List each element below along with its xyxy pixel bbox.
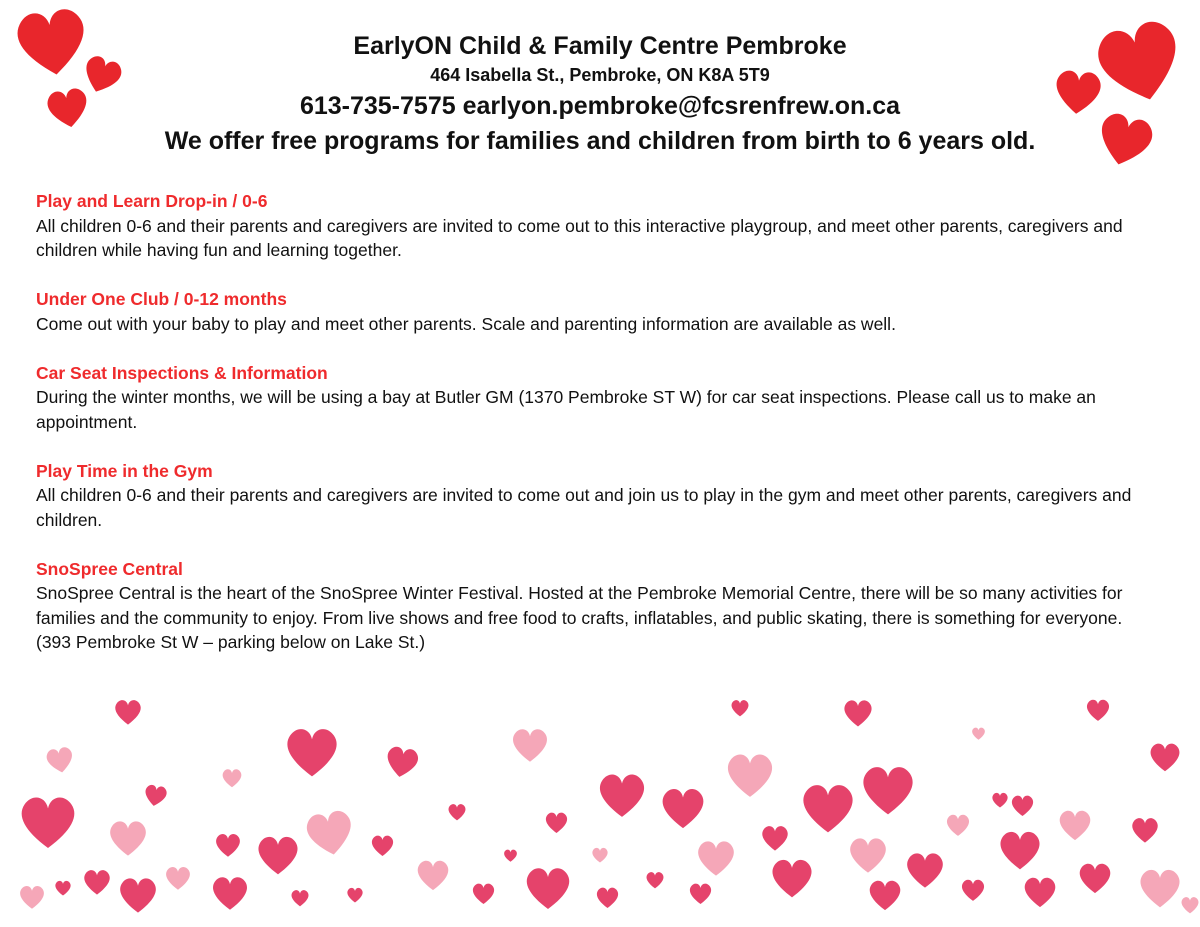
program-title: SnoSpree Central <box>36 558 183 579</box>
contact-info: 613-735-7575 earlyon.pembroke@fcsrenfrew.on.ca <box>299 92 901 120</box>
program-description: Come out with your baby to play and meet other parents. Scale and parenting information are available as well. <box>36 313 896 334</box>
heart-icon <box>904 849 946 891</box>
heart-icon <box>799 779 857 837</box>
heart-icon <box>1050 64 1106 120</box>
heart-icon <box>730 698 750 718</box>
heart-icon <box>141 781 170 810</box>
heart-icon <box>591 846 609 864</box>
address: 464 Isabella St., Pembroke, ON K8A 5T9 <box>430 65 770 85</box>
heart-icon <box>290 888 310 908</box>
heart-icon <box>945 812 971 838</box>
heart-icon <box>1022 874 1058 910</box>
flyer-header <box>0 30 1200 158</box>
heart-icon <box>503 848 518 863</box>
heart-icon <box>17 791 79 853</box>
heart-icon <box>847 834 889 876</box>
page-title: EarlyON Child & Family Centre Pembroke <box>353 32 847 60</box>
heart-icon <box>447 802 467 822</box>
heart-icon <box>283 723 341 781</box>
heart-icon <box>1085 697 1111 723</box>
program-list <box>36 189 1166 679</box>
program-car-seat <box>36 361 1166 435</box>
heart-icon <box>842 697 874 729</box>
heart-icon <box>164 864 192 892</box>
tagline: We offer free programs for families and children from birth to 6 years old. <box>164 127 1036 155</box>
heart-icon <box>300 803 360 863</box>
heart-icon <box>54 879 72 897</box>
program-title: Play and Learn Drop-in / 0-6 <box>36 191 268 211</box>
program-snospree <box>36 557 1166 655</box>
program-location: (393 Pembroke St W – parking below on Lake St.) <box>36 632 426 652</box>
heart-icon <box>471 881 496 906</box>
heart-icon <box>1137 865 1183 911</box>
heart-icon <box>688 881 713 906</box>
heart-icon <box>867 877 903 913</box>
heart-icon <box>82 867 112 897</box>
program-under-one-club <box>36 287 1166 336</box>
heart-icon <box>544 810 569 835</box>
heart-icon <box>960 877 986 903</box>
heart-icon <box>971 726 986 741</box>
heart-icon <box>695 837 737 879</box>
heart-icon <box>1057 807 1093 843</box>
heart-icon <box>41 81 94 134</box>
heart-icon <box>255 832 301 878</box>
heart-icon <box>18 883 46 911</box>
heart-icon <box>659 784 707 832</box>
heart-icon <box>1077 860 1113 896</box>
heart-icon <box>523 863 573 913</box>
heart-icon <box>214 831 242 859</box>
heart-icon <box>645 870 665 890</box>
heart-icon <box>596 769 648 821</box>
heart-icon <box>117 874 159 916</box>
heart-icon <box>346 886 364 904</box>
heart-icon <box>760 823 790 853</box>
program-title: Play Time in the Gym <box>36 460 213 481</box>
heart-icon <box>1130 815 1160 845</box>
heart-icon <box>107 817 149 859</box>
heart-icon <box>769 855 815 901</box>
program-description: All children 0-6 and their parents and caregivers are invited to come out to this interactive playgroup, and meet other parents, caregivers and children while having fun and learning together. <box>36 215 1123 260</box>
heart-icon <box>370 833 395 858</box>
heart-icon <box>415 857 451 893</box>
heart-icon <box>595 885 620 910</box>
heart-icon <box>1148 740 1182 774</box>
heart-icon <box>724 749 776 801</box>
program-gym <box>36 459 1166 533</box>
program-description: All children 0-6 and their parents and caregivers are invited to come out and join us to play in the gym and meet other parents, caregivers and children. <box>36 485 1132 530</box>
program-description: SnoSpree Central is the heart of the SnoSpree Winter Festival. Hosted at the Pembroke Memorial Centre, there will be so many activities for families and the community to enjoy. From live shows and free food to crafts, inflatables, and public skating, there is something for everyone. <box>36 583 1123 628</box>
heart-icon <box>1180 895 1200 915</box>
program-play-and-learn <box>36 189 1166 263</box>
program-title: Under One Club / 0-12 months <box>36 289 287 309</box>
program-title: Car Seat Inspections & Information <box>36 362 328 383</box>
heart-icon <box>997 827 1043 873</box>
heart-icon <box>1010 793 1035 818</box>
heart-icon <box>991 791 1009 809</box>
heart-icon <box>510 725 550 765</box>
heart-icon <box>381 741 423 783</box>
heart-icon <box>113 697 143 727</box>
program-description: During the winter months, we will be using a bay at Butler GM (1370 Pembroke ST W) for car seat inspections. Please call us to make an appointment. <box>36 387 1096 432</box>
heart-icon <box>43 743 78 778</box>
heart-icon <box>221 767 243 789</box>
heart-icon <box>210 873 250 913</box>
heart-icon <box>859 761 917 819</box>
